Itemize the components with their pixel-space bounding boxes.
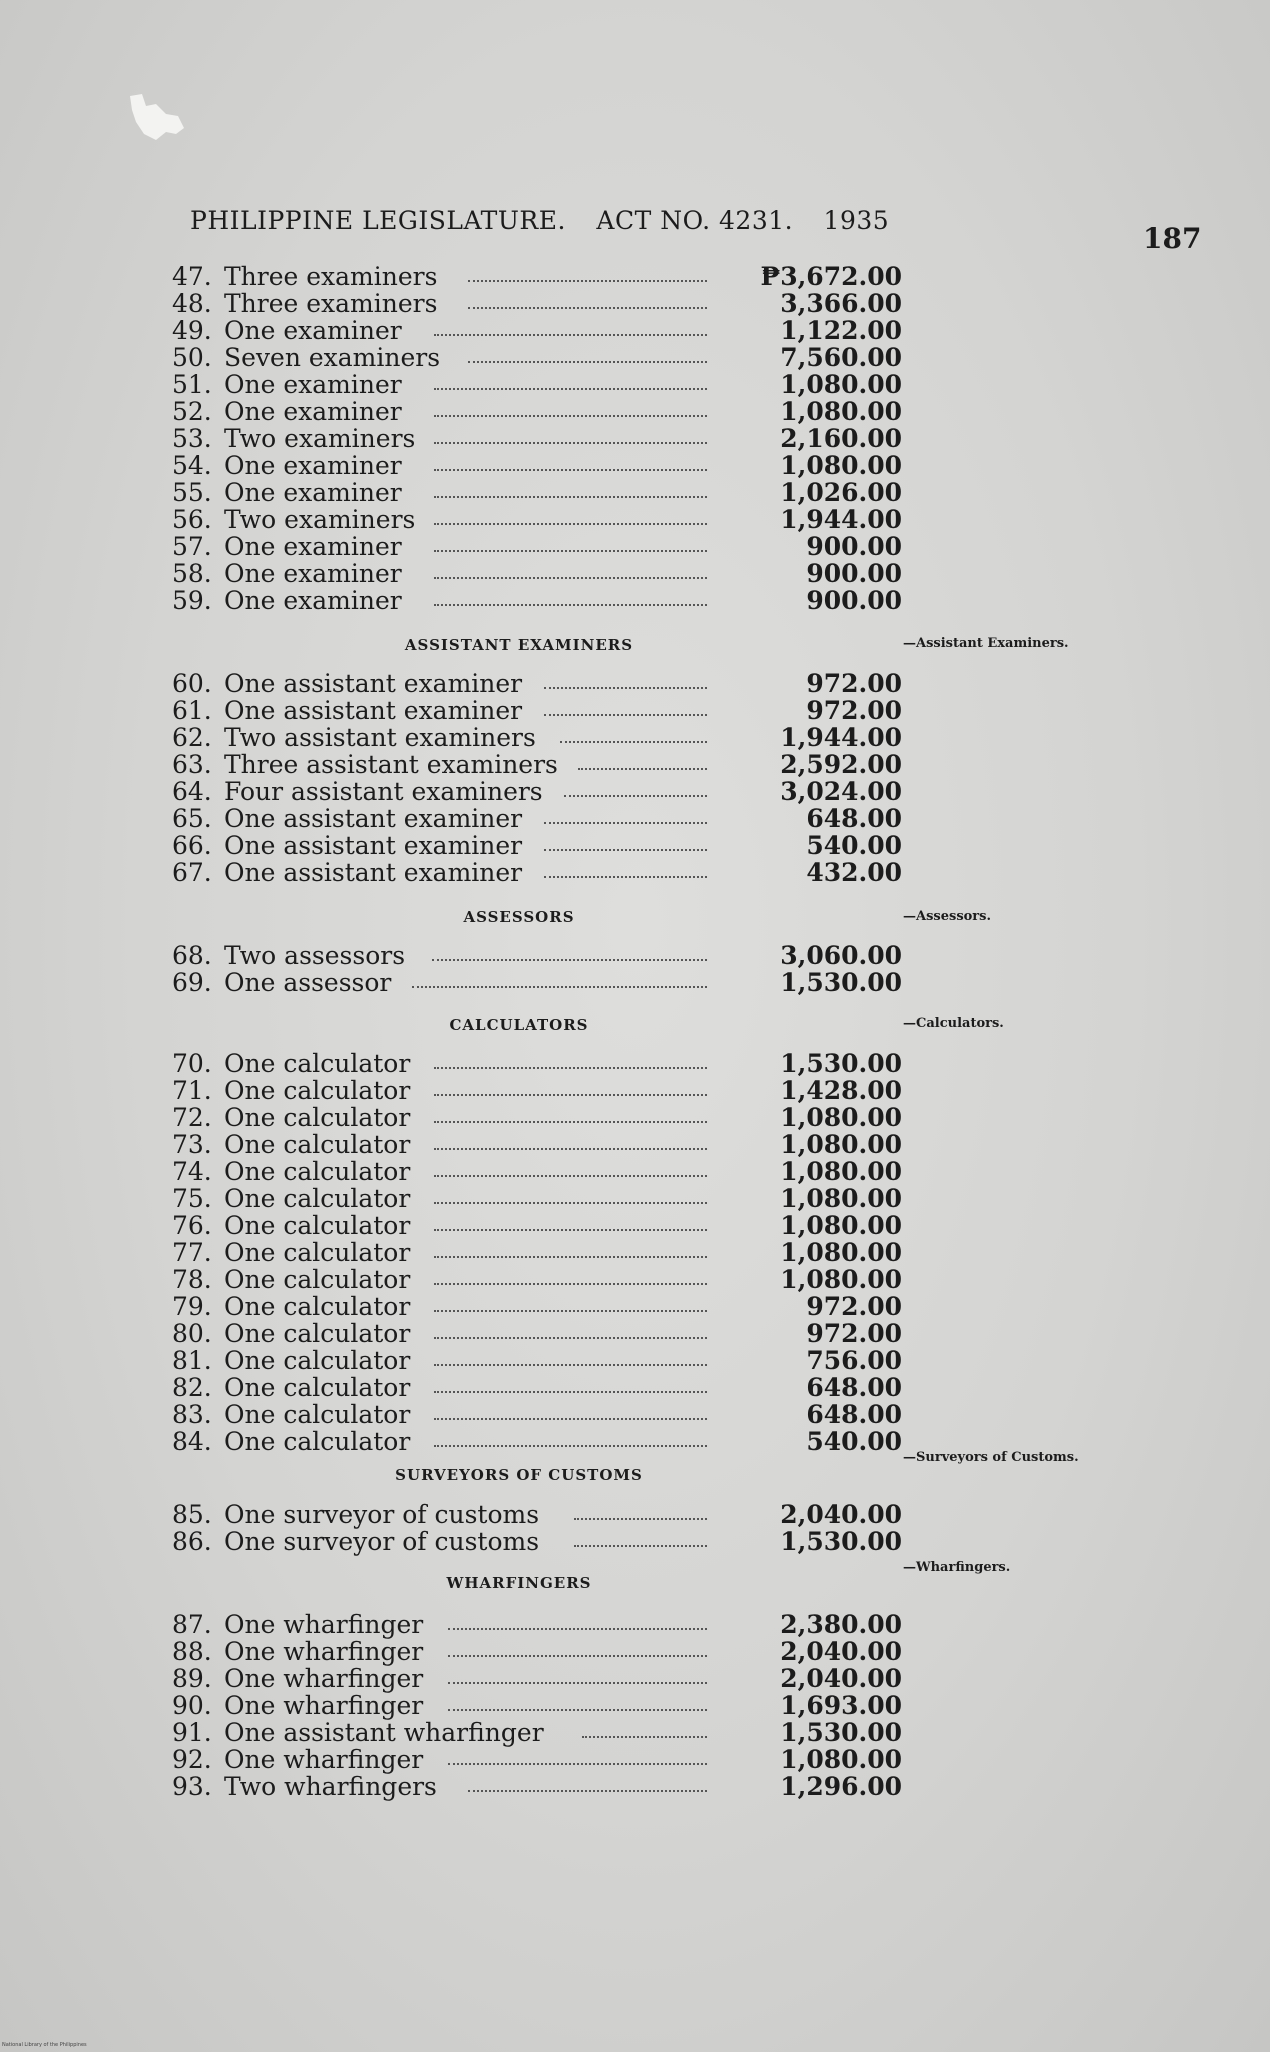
item-number: 50. xyxy=(172,343,212,372)
dot-leader xyxy=(448,1655,707,1657)
item-description: One surveyor of customs xyxy=(224,1500,540,1529)
dot-leader xyxy=(434,1175,707,1177)
item-amount: 2,040.00 xyxy=(780,1637,902,1666)
item-amount: 648.00 xyxy=(806,1400,902,1429)
item-number: 74. xyxy=(172,1157,212,1186)
dot-leader xyxy=(582,1736,707,1738)
item-number: 81. xyxy=(172,1346,212,1375)
item-number: 55. xyxy=(172,478,212,507)
item-amount: 3,366.00 xyxy=(780,289,902,318)
item-number: 59. xyxy=(172,586,212,615)
appropriation-row xyxy=(172,1292,902,1319)
item-amount: 1,530.00 xyxy=(780,1049,902,1078)
item-description: One wharfinger xyxy=(224,1637,424,1666)
item-amount: 7,560.00 xyxy=(780,343,902,372)
dot-leader xyxy=(412,986,707,988)
item-number: 65. xyxy=(172,804,212,833)
dot-leader xyxy=(448,1628,707,1630)
dot-leader xyxy=(468,1790,707,1792)
appropriation-row xyxy=(172,968,902,995)
appropriation-row xyxy=(172,1664,902,1691)
dot-leader xyxy=(468,280,707,282)
item-description: One wharfinger xyxy=(224,1745,424,1774)
item-number: 76. xyxy=(172,1211,212,1240)
appropriation-row xyxy=(172,316,902,343)
item-description: One examiner xyxy=(224,370,402,399)
running-head-year: 1935 xyxy=(823,206,890,235)
item-amount: 1,080.00 xyxy=(780,370,902,399)
dot-leader xyxy=(448,1682,707,1684)
item-description: One examiner xyxy=(224,397,402,426)
appropriation-row xyxy=(172,478,902,505)
item-number: 66. xyxy=(172,831,212,860)
scan-footer-mark: National Library of the Philippines xyxy=(2,2042,87,2048)
item-amount: 972.00 xyxy=(806,696,902,725)
appropriation-row xyxy=(172,397,902,424)
item-description: Three examiners xyxy=(224,289,438,318)
item-number: 86. xyxy=(172,1527,212,1556)
item-number: 78. xyxy=(172,1265,212,1294)
item-amount: 1,530.00 xyxy=(780,1718,902,1747)
section-heading: CALCULATORS xyxy=(449,1016,589,1034)
appropriation-row xyxy=(172,559,902,586)
ink-blot-mark xyxy=(126,92,188,144)
item-number: 93. xyxy=(172,1772,212,1801)
dot-leader xyxy=(434,334,707,336)
dot-leader xyxy=(434,1418,707,1420)
running-head-title: PHILIPPINE LEGISLATURE. xyxy=(190,206,566,235)
item-amount: 1,122.00 xyxy=(780,316,902,345)
appropriation-row xyxy=(172,1157,902,1184)
margin-note: —Assessors. xyxy=(903,909,991,924)
appropriation-row xyxy=(172,1745,902,1772)
appropriation-row xyxy=(172,750,902,777)
section-heading: ASSISTANT EXAMINERS xyxy=(404,636,634,654)
item-number: 85. xyxy=(172,1500,212,1529)
item-number: 77. xyxy=(172,1238,212,1267)
item-amount: 1,080.00 xyxy=(780,1238,902,1267)
dot-leader xyxy=(434,1148,707,1150)
item-number: 87. xyxy=(172,1610,212,1639)
item-amount: 1,080.00 xyxy=(780,1745,902,1774)
item-number: 62. xyxy=(172,723,212,752)
item-amount: 1,080.00 xyxy=(780,451,902,480)
appropriation-row xyxy=(172,1427,902,1454)
item-number: 89. xyxy=(172,1664,212,1693)
appropriation-row xyxy=(172,1772,902,1799)
item-description: One examiner xyxy=(224,586,402,615)
item-description: One assistant wharfinger xyxy=(224,1718,544,1747)
item-number: 73. xyxy=(172,1130,212,1159)
item-amount: 3,060.00 xyxy=(780,941,902,970)
appropriation-row xyxy=(172,1319,902,1346)
item-description: One examiner xyxy=(224,532,402,561)
section-heading: WHARFINGERS xyxy=(446,1574,592,1592)
item-description: One calculator xyxy=(224,1346,411,1375)
item-description: One calculator xyxy=(224,1184,411,1213)
item-number: 69. xyxy=(172,968,212,997)
appropriation-row xyxy=(172,1130,902,1157)
dot-leader xyxy=(434,523,707,525)
appropriation-row xyxy=(172,532,902,559)
appropriation-row xyxy=(172,858,902,885)
item-number: 58. xyxy=(172,559,212,588)
margin-note: —Assistant Examiners. xyxy=(903,636,1069,651)
item-amount: 1,296.00 xyxy=(780,1772,902,1801)
dot-leader xyxy=(544,714,707,716)
appropriation-row xyxy=(172,1103,902,1130)
appropriation-row xyxy=(172,1718,902,1745)
appropriation-row xyxy=(172,1076,902,1103)
item-amount: 2,040.00 xyxy=(780,1500,902,1529)
item-description: One calculator xyxy=(224,1076,411,1105)
item-amount: 1,530.00 xyxy=(780,968,902,997)
item-amount: 3,024.00 xyxy=(780,777,902,806)
running-head xyxy=(190,206,890,235)
dot-leader xyxy=(434,604,707,606)
appropriation-row xyxy=(172,1527,902,1554)
item-amount: 1,080.00 xyxy=(780,1265,902,1294)
item-amount: 972.00 xyxy=(806,669,902,698)
item-number: 56. xyxy=(172,505,212,534)
dot-leader xyxy=(448,1709,707,1711)
item-amount: 1,428.00 xyxy=(780,1076,902,1105)
item-amount: 2,592.00 xyxy=(780,750,902,779)
dot-leader xyxy=(468,307,707,309)
item-number: 60. xyxy=(172,669,212,698)
item-amount: 1,693.00 xyxy=(780,1691,902,1720)
item-amount: 972.00 xyxy=(806,1292,902,1321)
item-amount: 540.00 xyxy=(806,831,902,860)
dot-leader xyxy=(434,1202,707,1204)
appropriation-row xyxy=(172,1346,902,1373)
item-description: One calculator xyxy=(224,1211,411,1240)
appropriation-row xyxy=(172,262,902,289)
item-amount: ₱3,672.00 xyxy=(760,262,902,291)
item-description: One calculator xyxy=(224,1265,411,1294)
item-number: 90. xyxy=(172,1691,212,1720)
item-amount: 972.00 xyxy=(806,1319,902,1348)
item-description: Three assistant examiners xyxy=(224,750,558,779)
item-number: 79. xyxy=(172,1292,212,1321)
item-description: One assistant examiner xyxy=(224,696,523,725)
item-description: One wharfinger xyxy=(224,1691,424,1720)
item-description: One wharfinger xyxy=(224,1664,424,1693)
item-description: Two wharfingers xyxy=(224,1772,437,1801)
item-amount: 2,160.00 xyxy=(780,424,902,453)
dot-leader xyxy=(434,469,707,471)
item-number: 63. xyxy=(172,750,212,779)
dot-leader xyxy=(544,687,707,689)
dot-leader xyxy=(434,1067,707,1069)
item-amount: 1,080.00 xyxy=(780,1103,902,1132)
item-description: Seven examiners xyxy=(224,343,441,372)
item-amount: 900.00 xyxy=(806,586,902,615)
appropriation-row xyxy=(172,941,902,968)
dot-leader xyxy=(434,1364,707,1366)
item-amount: 648.00 xyxy=(806,804,902,833)
item-description: One assistant examiner xyxy=(224,858,523,887)
item-number: 92. xyxy=(172,1745,212,1774)
item-description: One calculator xyxy=(224,1130,411,1159)
item-description: Two assistant examiners xyxy=(224,723,536,752)
item-description: One wharfinger xyxy=(224,1610,424,1639)
page-number: 187 xyxy=(1143,222,1202,255)
item-amount: 432.00 xyxy=(806,858,902,887)
appropriation-row xyxy=(172,343,902,370)
appropriation-row xyxy=(172,777,902,804)
dot-leader xyxy=(434,415,707,417)
item-description: One calculator xyxy=(224,1427,411,1456)
item-number: 49. xyxy=(172,316,212,345)
dot-leader xyxy=(434,1391,707,1393)
item-description: One examiner xyxy=(224,559,402,588)
appropriation-row xyxy=(172,831,902,858)
item-number: 82. xyxy=(172,1373,212,1402)
item-description: One assessor xyxy=(224,968,392,997)
dot-leader xyxy=(434,442,707,444)
appropriation-row xyxy=(172,1637,902,1664)
dot-leader xyxy=(434,1256,707,1258)
appropriation-row xyxy=(172,1184,902,1211)
dot-leader xyxy=(434,1094,707,1096)
item-number: 71. xyxy=(172,1076,212,1105)
appropriation-row xyxy=(172,451,902,478)
dot-leader xyxy=(434,550,707,552)
margin-note: —Surveyors of Customs. xyxy=(903,1450,1079,1465)
dot-leader xyxy=(434,1283,707,1285)
item-number: 54. xyxy=(172,451,212,480)
appropriation-row xyxy=(172,696,902,723)
dot-leader xyxy=(434,388,707,390)
appropriation-row xyxy=(172,1265,902,1292)
item-amount: 1,026.00 xyxy=(780,478,902,507)
item-description: One calculator xyxy=(224,1319,411,1348)
appropriation-row xyxy=(172,1500,902,1527)
item-description: One examiner xyxy=(224,478,402,507)
item-description: Two assessors xyxy=(224,941,406,970)
dot-leader xyxy=(434,1310,707,1312)
item-description: One calculator xyxy=(224,1157,411,1186)
item-description: One surveyor of customs xyxy=(224,1527,540,1556)
dot-leader xyxy=(434,1229,707,1231)
item-number: 64. xyxy=(172,777,212,806)
item-amount: 756.00 xyxy=(806,1346,902,1375)
appropriation-row xyxy=(172,1691,902,1718)
item-number: 88. xyxy=(172,1637,212,1666)
item-description: One calculator xyxy=(224,1292,411,1321)
dot-leader xyxy=(432,959,707,961)
item-description: One calculator xyxy=(224,1400,411,1429)
appropriation-row xyxy=(172,1211,902,1238)
appropriation-row xyxy=(172,669,902,696)
item-description: One assistant examiner xyxy=(224,831,523,860)
item-amount: 1,080.00 xyxy=(780,1211,902,1240)
dot-leader xyxy=(574,1518,707,1520)
item-number: 72. xyxy=(172,1103,212,1132)
appropriation-row xyxy=(172,1049,902,1076)
item-amount: 900.00 xyxy=(806,559,902,588)
margin-note: —Calculators. xyxy=(903,1016,1004,1031)
item-description: One calculator xyxy=(224,1238,411,1267)
item-number: 83. xyxy=(172,1400,212,1429)
item-amount: 1,080.00 xyxy=(780,1130,902,1159)
item-amount: 1,530.00 xyxy=(780,1527,902,1556)
item-number: 70. xyxy=(172,1049,212,1078)
item-number: 52. xyxy=(172,397,212,426)
item-amount: 900.00 xyxy=(806,532,902,561)
item-description: One calculator xyxy=(224,1103,411,1132)
dot-leader xyxy=(434,577,707,579)
dot-leader xyxy=(434,1121,707,1123)
item-number: 68. xyxy=(172,941,212,970)
item-number: 75. xyxy=(172,1184,212,1213)
appropriation-row xyxy=(172,1373,902,1400)
item-number: 61. xyxy=(172,696,212,725)
item-description: One examiner xyxy=(224,316,402,345)
item-number: 53. xyxy=(172,424,212,453)
appropriation-row xyxy=(172,1610,902,1637)
item-number: 48. xyxy=(172,289,212,318)
item-number: 80. xyxy=(172,1319,212,1348)
appropriation-row xyxy=(172,1238,902,1265)
item-description: One assistant examiner xyxy=(224,669,523,698)
item-number: 57. xyxy=(172,532,212,561)
appropriation-row xyxy=(172,505,902,532)
item-description: Two examiners xyxy=(224,424,416,453)
item-amount: 1,080.00 xyxy=(780,1184,902,1213)
appropriation-row xyxy=(172,586,902,613)
item-amount: 2,040.00 xyxy=(780,1664,902,1693)
item-description: Three examiners xyxy=(224,262,438,291)
item-description: One calculator xyxy=(224,1049,411,1078)
appropriation-row xyxy=(172,424,902,451)
dot-leader xyxy=(564,795,707,797)
appropriation-row xyxy=(172,804,902,831)
item-description: One examiner xyxy=(224,451,402,480)
dot-leader xyxy=(434,496,707,498)
section-heading: ASSESSORS xyxy=(463,908,575,926)
dot-leader xyxy=(544,876,707,878)
item-description: Two examiners xyxy=(224,505,416,534)
appropriation-row xyxy=(172,370,902,397)
dot-leader xyxy=(574,1545,707,1547)
dot-leader xyxy=(448,1763,707,1765)
dot-leader xyxy=(560,741,707,743)
item-amount: 648.00 xyxy=(806,1373,902,1402)
dot-leader xyxy=(434,1337,707,1339)
item-number: 47. xyxy=(172,262,212,291)
appropriation-row xyxy=(172,289,902,316)
appropriation-row xyxy=(172,1400,902,1427)
item-number: 91. xyxy=(172,1718,212,1747)
dot-leader xyxy=(434,1445,707,1447)
item-description: One calculator xyxy=(224,1373,411,1402)
item-number: 67. xyxy=(172,858,212,887)
item-amount: 1,944.00 xyxy=(780,505,902,534)
margin-note: —Wharfingers. xyxy=(903,1560,1011,1575)
item-number: 51. xyxy=(172,370,212,399)
item-description: One assistant examiner xyxy=(224,804,523,833)
item-amount: 1,944.00 xyxy=(780,723,902,752)
running-head-act: ACT NO. 4231. xyxy=(596,206,794,235)
dot-leader xyxy=(544,822,707,824)
item-amount: 1,080.00 xyxy=(780,397,902,426)
section-heading: SURVEYORS OF CUSTOMS xyxy=(395,1466,643,1484)
dot-leader xyxy=(468,361,707,363)
item-amount: 1,080.00 xyxy=(780,1157,902,1186)
appropriation-row xyxy=(172,723,902,750)
item-description: Four assistant examiners xyxy=(224,777,543,806)
dot-leader xyxy=(578,768,707,770)
item-amount: 540.00 xyxy=(806,1427,902,1456)
dot-leader xyxy=(544,849,707,851)
item-number: 84. xyxy=(172,1427,212,1456)
item-amount: 2,380.00 xyxy=(780,1610,902,1639)
